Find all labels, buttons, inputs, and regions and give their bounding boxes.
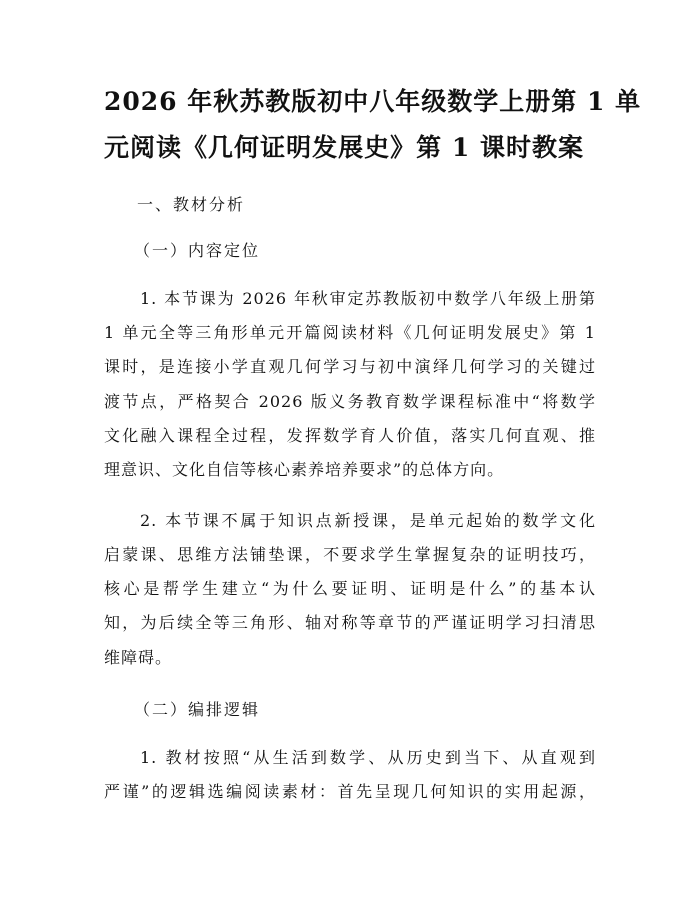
paragraph-line: 1 单元全等三角形单元开篇阅读材料《几何证明发展史》第 1	[104, 323, 596, 342]
document-title-line-2: 元阅读《几何证明发展史》第 1 课时教案	[104, 133, 584, 162]
paragraph-line: 2. 本节课不属于知识点新授课，是单元起始的数学文化	[140, 511, 596, 530]
paragraph-line: 文化融入课程全过程，发挥数学育人价值，落实几何直观、推	[104, 426, 596, 445]
document-title-line-1: 2026 年秋苏教版初中八年级数学上册第 1 单	[104, 87, 642, 116]
paragraph-line: 严谨”的逻辑选编阅读素材：首先呈现几何知识的实用起源，	[104, 782, 596, 801]
subsection-heading-content-positioning: （一）内容定位	[134, 241, 261, 260]
paragraph-line: 渡节点，严格契合 2026 版义务教育数学课程标准中“将数学	[104, 392, 596, 411]
paragraph-line: 核心是帮学生建立“为什么要证明、证明是什么”的基本认	[104, 579, 596, 598]
paragraph-line: 1. 本节课为 2026 年秋审定苏教版初中数学八年级上册第	[140, 289, 596, 308]
section-heading-textbook-analysis: 一、教材分析	[137, 195, 246, 214]
paragraph-line: 知，为后续全等三角形、轴对称等章节的严谨证明学习扫清思	[104, 613, 596, 632]
paragraph-line: 理意识、文化自信等核心素养培养要求”的总体方向。	[104, 460, 505, 479]
paragraph-line: 1. 教材按照“从生活到数学、从历史到当下、从直观到	[140, 748, 596, 767]
paragraph-line: 维障碍。	[104, 648, 173, 667]
paragraph-line: 启蒙课、思维方法铺垫课，不要求学生掌握复杂的证明技巧，	[104, 545, 596, 564]
subsection-heading-arrangement-logic: （二）编排逻辑	[134, 700, 261, 719]
paragraph-line: 课时，是连接小学直观几何学习与初中演绎几何学习的关键过	[104, 357, 596, 376]
